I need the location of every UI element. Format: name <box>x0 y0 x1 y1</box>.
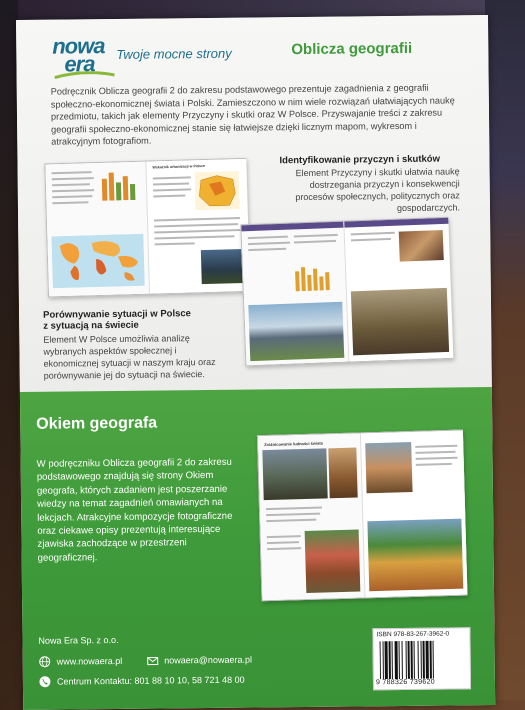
logo-text-era: era <box>64 51 94 77</box>
tagline: Twoje mocne strony <box>116 46 232 62</box>
portrait-photo-thumbnail <box>328 448 357 499</box>
globe-icon <box>39 656 51 668</box>
spread-page-heading: Wskaźnik urbanizacji w Polsce <box>152 164 205 169</box>
chart-thumbnail <box>293 262 340 292</box>
world-map-thumbnail <box>51 234 144 289</box>
spread-left-page <box>241 222 348 366</box>
poland-map-thumbnail <box>195 171 240 210</box>
feature-text-poland: Element W Polsce umożliwia analizę wybranych aspektów społecznej i ekonomicznej sytuacji w naszym kraju oraz porównywanie jej do sytuacji na świecie. <box>43 332 233 382</box>
contact-center-text: Centrum Kontaktu: 801 88 10 10, 58 721 48 00 <box>57 675 245 687</box>
bar-chart-thumbnail <box>100 168 143 201</box>
isbn-barcode <box>372 627 471 690</box>
background-surface-left <box>0 0 18 700</box>
book-spread-okiem <box>257 430 468 602</box>
landscape-photo-thumbnail <box>262 448 327 500</box>
okiem-geografa-text: W podręczniku Oblicza geografii 2 do zakresu podstawowego znajdują się strony Okiem geografa, których zadaniem jest poszerzanie wiedzy na temat zagadnień omawianych na lekcjach. Atrakcyjne kompozycje fotograficzne oraz ciekawe opisy prezentują interesujące zjawiska zachodzące w przestrzeni geograficznej. <box>37 456 243 565</box>
email-link[interactable]: nowaera@nowaera.pl <box>164 655 252 666</box>
phone-icon <box>39 676 51 688</box>
spread-right-page <box>343 218 453 362</box>
website-row <box>39 654 252 668</box>
spread-left-page <box>45 162 149 297</box>
book-back-cover <box>16 15 495 710</box>
website-link[interactable]: www.nowaera.pl <box>57 656 123 667</box>
okiem-geografa-title: Okiem geografa <box>36 415 157 434</box>
festival-photo-thumbnail <box>367 519 463 592</box>
barcode-bars <box>380 640 464 679</box>
nowa-era-logo <box>52 33 122 82</box>
logo-swoosh-icon <box>55 71 115 80</box>
book-spread-causes <box>240 217 453 367</box>
building-photo-thumbnail <box>248 302 344 361</box>
series-title: Oblicza geografii <box>291 40 412 58</box>
isbn-text: ISBN 978-83-267-3962-0 <box>376 630 449 638</box>
spread-right-page <box>145 159 250 294</box>
cover-bottom-section <box>20 387 495 710</box>
logo-text-nowa: nowa <box>52 33 105 60</box>
market-photo-thumbnail <box>399 230 444 262</box>
tribe-photo-thumbnail <box>305 530 361 593</box>
intro-paragraph: Podręcznik Oblicza geografii 2 do zakresu podstawowego prezentuje zagadnienia z geografii społeczno-ekonomicznej świata i Polski. Zamieszczono w nim wiele rozwiązań ułatwiających naukę przedmiotu, takich jak elementy Przyczyny i skutki oraz W Polsce. Przyswajanie treści z zakresu geografii społeczno-ekonomicznej stanie się łatwiejsze dzięki licznym mapom, wykresom i atrakcyjnym fotografiom. <box>51 81 462 148</box>
cover-top-section <box>16 15 492 392</box>
spread-right-page <box>360 431 468 598</box>
feature-title-causes: Identyfikowanie przyczyn i skutków <box>279 154 440 167</box>
barcode-digits: 9 788326 739620 <box>376 679 435 687</box>
feature-text-causes: Element Przyczyny i skutki ułatwia naukę dostrzegania przyczyn i konsekwencji procesów społecznych, politycznych oraz gospodarczych. <box>280 165 460 215</box>
publisher-name: Nowa Era Sp. z o.o. <box>38 635 118 646</box>
envelope-icon <box>146 655 158 667</box>
dancer-photo-thumbnail <box>365 442 412 493</box>
feature-title-poland: Porównywanie sytuacji w Polsce z sytuacją na świecie <box>43 308 193 332</box>
contact-center-row <box>39 674 245 688</box>
city-photo-thumbnail <box>201 249 244 284</box>
spread-page-heading: Zróżnicowanie ludności świata <box>264 440 323 447</box>
people-photo-thumbnail <box>351 288 449 355</box>
book-spread-poland <box>44 158 250 298</box>
spread-left-page <box>258 433 365 600</box>
